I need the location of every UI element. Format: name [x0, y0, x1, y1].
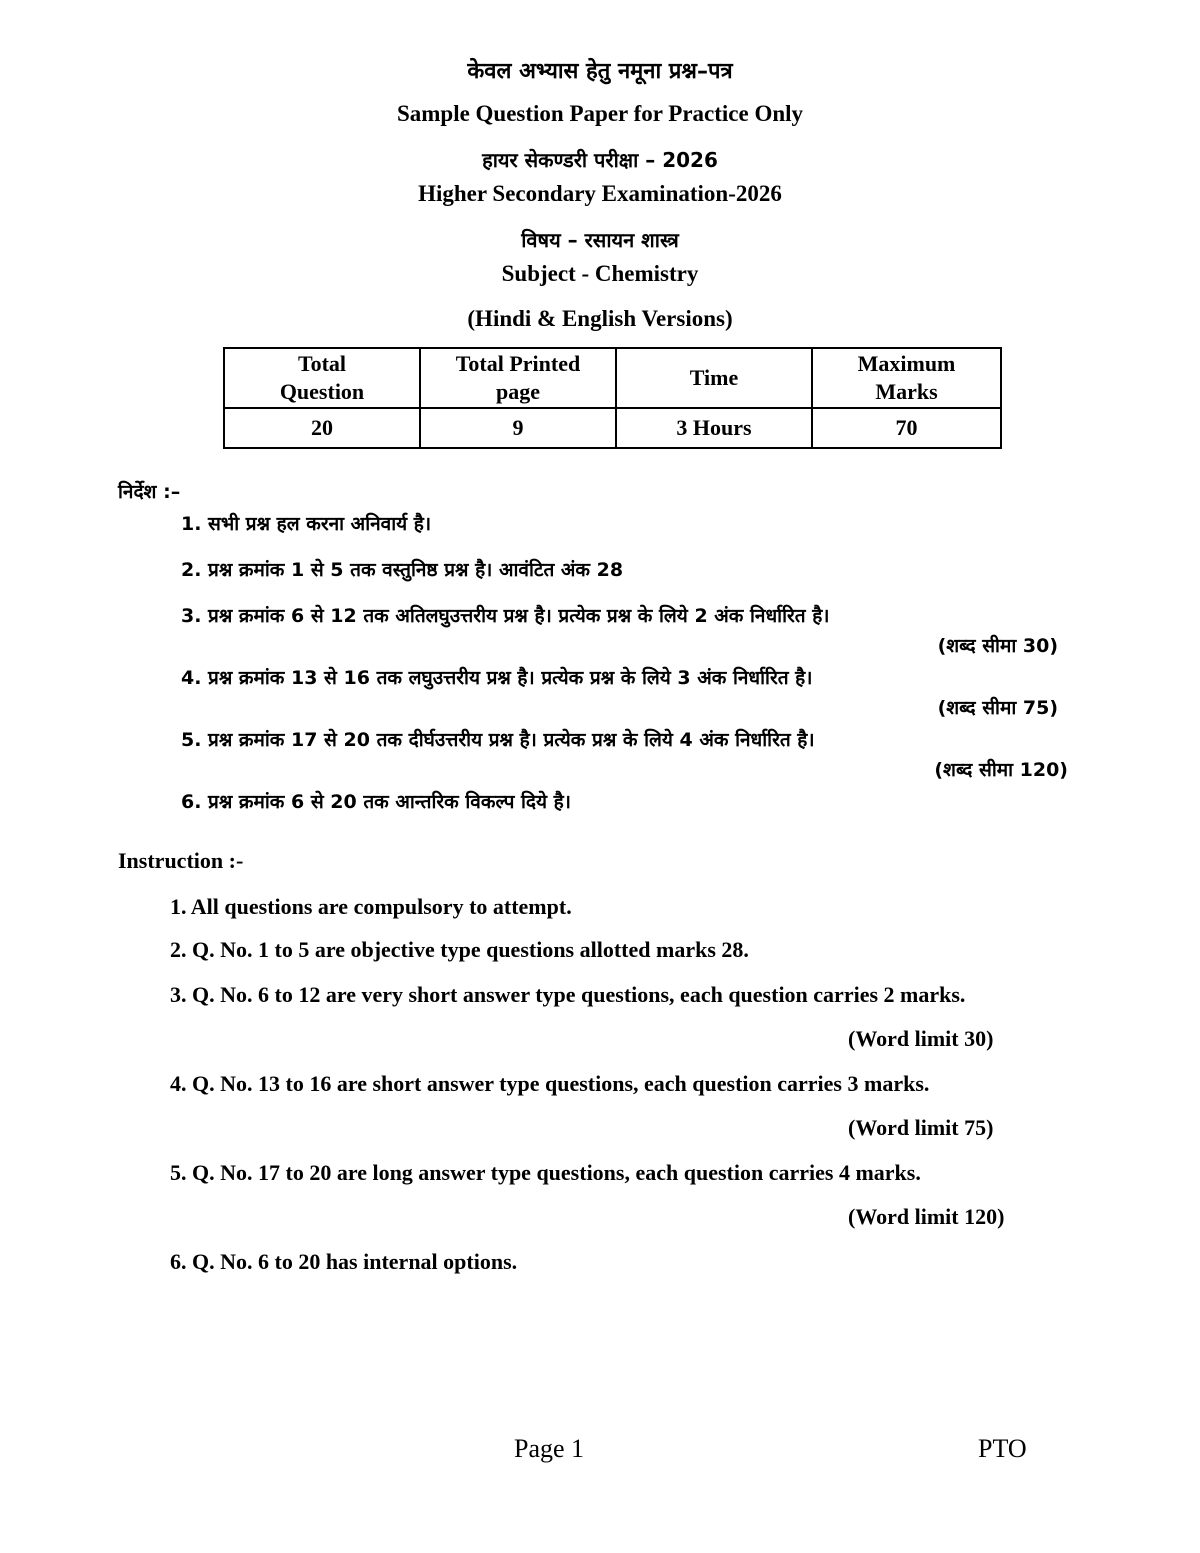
hindi-instruction-4: 4. प्रश्न क्रमांक 13 से 16 तक लघुउत्तरीय प्रश्न है। प्रत्येक प्रश्न के लिये 3 अंक निर्धारित है।	[181, 667, 813, 689]
english-instruction-5: 5. Q. No. 17 to 20 are long answer type questions, each question carries 4 marks.	[170, 1160, 921, 1185]
versions-note: (Hindi & English Versions)	[467, 306, 733, 331]
exam-info-table	[223, 347, 1002, 449]
hindi-exam-title: हायर सेकण्डरी परीक्षा – 2026	[482, 148, 718, 172]
english-instruction-2: 2. Q. No. 1 to 5 are objective type questions allotted marks 28.	[170, 937, 749, 962]
header-time: Time	[616, 348, 812, 408]
hindi-instruction-6: 6. प्रश्न क्रमांक 6 से 20 तक आन्तरिक विकल्प दिये है।	[181, 791, 571, 813]
hindi-title: केवल अभ्यास हेतु नमूना प्रश्न–पत्र	[467, 59, 733, 84]
value-total-printed-page: 9	[420, 408, 616, 448]
value-total-question: 20	[224, 408, 420, 448]
hindi-instruction-3: 3. प्रश्न क्रमांक 6 से 12 तक अतिलघुउत्तरीय प्रश्न है। प्रत्येक प्रश्न के लिये 2 अंक निर्धारित है।	[181, 605, 830, 627]
english-word-limit-3: (Word limit 120)	[848, 1204, 1005, 1229]
hindi-word-limit-2: (शब्द सीमा 75)	[937, 697, 1058, 719]
page-number: Page 1	[514, 1434, 585, 1463]
english-exam-title: Higher Secondary Examination-2026	[418, 181, 782, 206]
header-total-printed-page: Total Printed page	[420, 348, 616, 408]
hindi-instruction-2: 2. प्रश्न क्रमांक 1 से 5 तक वस्तुनिष्ठ प्रश्न है। आवंटित अंक 28	[181, 559, 624, 581]
hindi-instruction-5: 5. प्रश्न क्रमांक 17 से 20 तक दीर्घउत्तरीय प्रश्न है। प्रत्येक प्रश्न के लिये 4 अंक निर्धारित है।	[181, 729, 815, 751]
english-instruction-3: 3. Q. No. 6 to 12 are very short answer type questions, each question carries 2 marks.	[170, 982, 966, 1007]
hindi-instruction-1: 1. सभी प्रश्न हल करना अनिवार्य है।	[181, 513, 432, 535]
english-word-limit-1: (Word limit 30)	[848, 1026, 994, 1051]
english-instruction-6: 6. Q. No. 6 to 20 has internal options.	[170, 1249, 518, 1274]
pto-label: PTO	[978, 1434, 1027, 1463]
hindi-word-limit-1: (शब्द सीमा 30)	[937, 635, 1058, 657]
value-time: 3 Hours	[616, 408, 812, 448]
hindi-instructions-heading: निर्देश :–	[118, 481, 181, 503]
english-instructions-heading: Instruction :-	[118, 848, 244, 873]
value-maximum-marks: 70	[812, 408, 1001, 448]
hindi-subject: विषय – रसायन शास्त्र	[521, 228, 679, 252]
english-word-limit-2: (Word limit 75)	[848, 1115, 994, 1140]
header-total-question: Total Question	[224, 348, 420, 408]
english-instruction-4: 4. Q. No. 13 to 16 are short answer type questions, each question carries 3 marks.	[170, 1071, 930, 1096]
hindi-word-limit-3: (शब्द सीमा 120)	[934, 759, 1068, 781]
header-maximum-marks: Maximum Marks	[812, 348, 1001, 408]
table-header-row	[224, 348, 1001, 408]
english-title: Sample Question Paper for Practice Only	[396, 101, 804, 126]
table-value-row	[224, 408, 1001, 448]
english-subject: Subject - Chemistry	[501, 261, 699, 286]
english-instruction-1: 1. All questions are compulsory to attempt.	[170, 894, 572, 919]
